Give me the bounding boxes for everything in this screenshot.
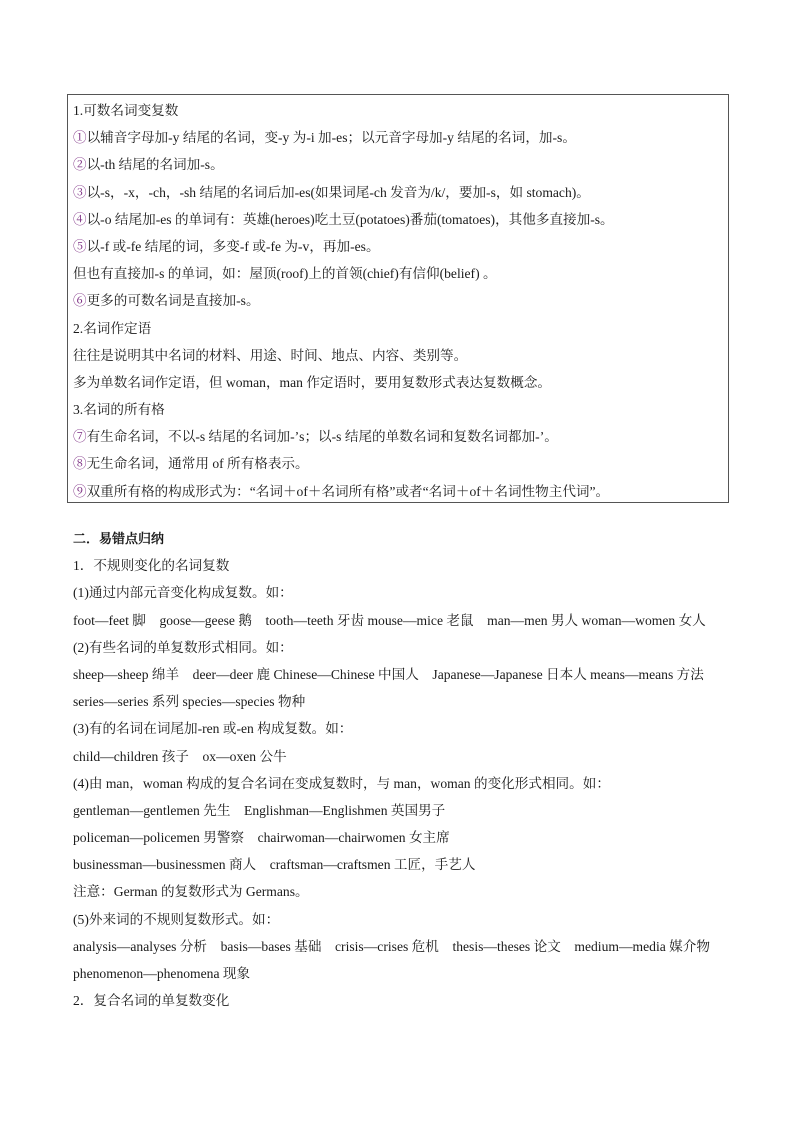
- text-line: 但也有直接加-s 的单词，如：屋顶(roof)上的首领(chief)有信仰(belief) 。: [73, 266, 497, 282]
- example-line: phenomenon—phenomena 现象: [73, 966, 251, 981]
- rule-line: ⑦有生命名词，不以-s 结尾的名词加-’s；以-s 结尾的单数名词和复数名词都加-’。: [73, 429, 558, 445]
- rule-line: ⑧无生命名词，通常用 of 所有格表示。: [73, 456, 309, 472]
- rule-line: ②以-th 结尾的名词加-s。: [73, 157, 224, 173]
- rule-line: ③以-s，-x，-ch，-sh 结尾的名词后加-es(如果词尾-ch 发音为/k/，要加-s，如 stomach)。: [73, 184, 590, 200]
- section-heading: 2.名词作定语: [73, 320, 152, 336]
- rule-number: ④: [73, 211, 87, 227]
- rule-line: ①以辅音字母加-y 结尾的名词，变-y 为-i 加-es；以元音字母加-y 结尾的名词，加-s。: [73, 130, 576, 146]
- error-summary-section: [73, 525, 733, 1014]
- text-line: (5)外来词的不规则复数形式。如：: [73, 911, 280, 927]
- subsection-title: 1．不规则变化的名词复数: [73, 558, 230, 574]
- example-line: child—children 孩子 ox—oxen 公牛: [73, 748, 287, 764]
- rule-number: ②: [73, 157, 87, 173]
- example-line: series—series 系列 species—species 物种: [73, 694, 306, 710]
- text-line: (4)由 man，woman 构成的复合名词在变成复数时，与 man，woman 的变化形式相同。如：: [73, 775, 610, 791]
- example-line: policeman—policemen 男警察 chairwoman—chairwomen 女主席: [73, 830, 450, 846]
- text-line: (2)有些名词的单复数形式相同。如：: [73, 639, 293, 655]
- summary-box: [67, 94, 729, 503]
- example-line: gentleman—gentlemen 先生 Englishman—Englishmen 英国男子: [73, 802, 446, 818]
- rule-number: ⑦: [73, 429, 87, 445]
- rule-number: ①: [73, 130, 87, 146]
- section-heading: 3.名词的所有格: [73, 402, 165, 418]
- rule-number: ⑧: [73, 456, 87, 472]
- section-heading: 1.可数名词变复数: [73, 103, 179, 118]
- rule-number: ⑨: [73, 483, 87, 499]
- text-line: 往往是说明其中名词的材料、用途、时间、地点、内容、类别等。: [73, 347, 468, 363]
- text-line: 多为单数名词作定语，但 woman，man 作定语时，要用复数形式表达复数概念。: [73, 374, 552, 390]
- rule-number: ⑥: [73, 293, 87, 309]
- example-line: businessman—businessmen 商人 craftsman—craftsmen 工匠，手艺人: [73, 857, 476, 873]
- rule-line: ⑥更多的可数名词是直接加-s。: [73, 293, 260, 309]
- section-title: 二．易错点归纳: [73, 531, 165, 546]
- example-line: foot—feet 脚 goose—geese 鹅 tooth—teeth 牙齿 mouse—mice 老鼠 man—men 男人 woman—women 女人: [73, 612, 706, 628]
- example-line: analysis—analyses 分析 basis—bases 基础 crisis—crises 危机 thesis—theses 论文 medium—media 媒介物: [73, 938, 710, 954]
- rule-number: ⑤: [73, 238, 87, 254]
- text-line: (3)有的名词在词尾加-ren 或-en 构成复数。如：: [73, 721, 353, 737]
- text-line: (1)通过内部元音变化构成复数。如：: [73, 585, 293, 601]
- note-line: 注意：German 的复数形式为 Germans。: [73, 884, 309, 900]
- rule-line: ⑨双重所有格的构成形式为：“名词＋of＋名词所有格”或者“名词＋of＋名词性物主代词”。: [73, 483, 610, 499]
- example-line: sheep—sheep 绵羊 deer—deer 鹿 Chinese—Chinese 中国人 Japanese—Japanese 日本人 means—means 方法: [73, 666, 704, 682]
- rule-line: ④以-o 结尾加-es 的单词有：英雄(heroes)吃土豆(potatoes)番茄(tomatoes)，其他多直接加-s。: [73, 211, 614, 227]
- subsection-title: 2．复合名词的单复数变化: [73, 993, 230, 1009]
- rule-line: ⑤以-f 或-fe 结尾的词，多变-f 或-fe 为-v，再加-es。: [73, 238, 380, 254]
- rule-number: ③: [73, 184, 87, 200]
